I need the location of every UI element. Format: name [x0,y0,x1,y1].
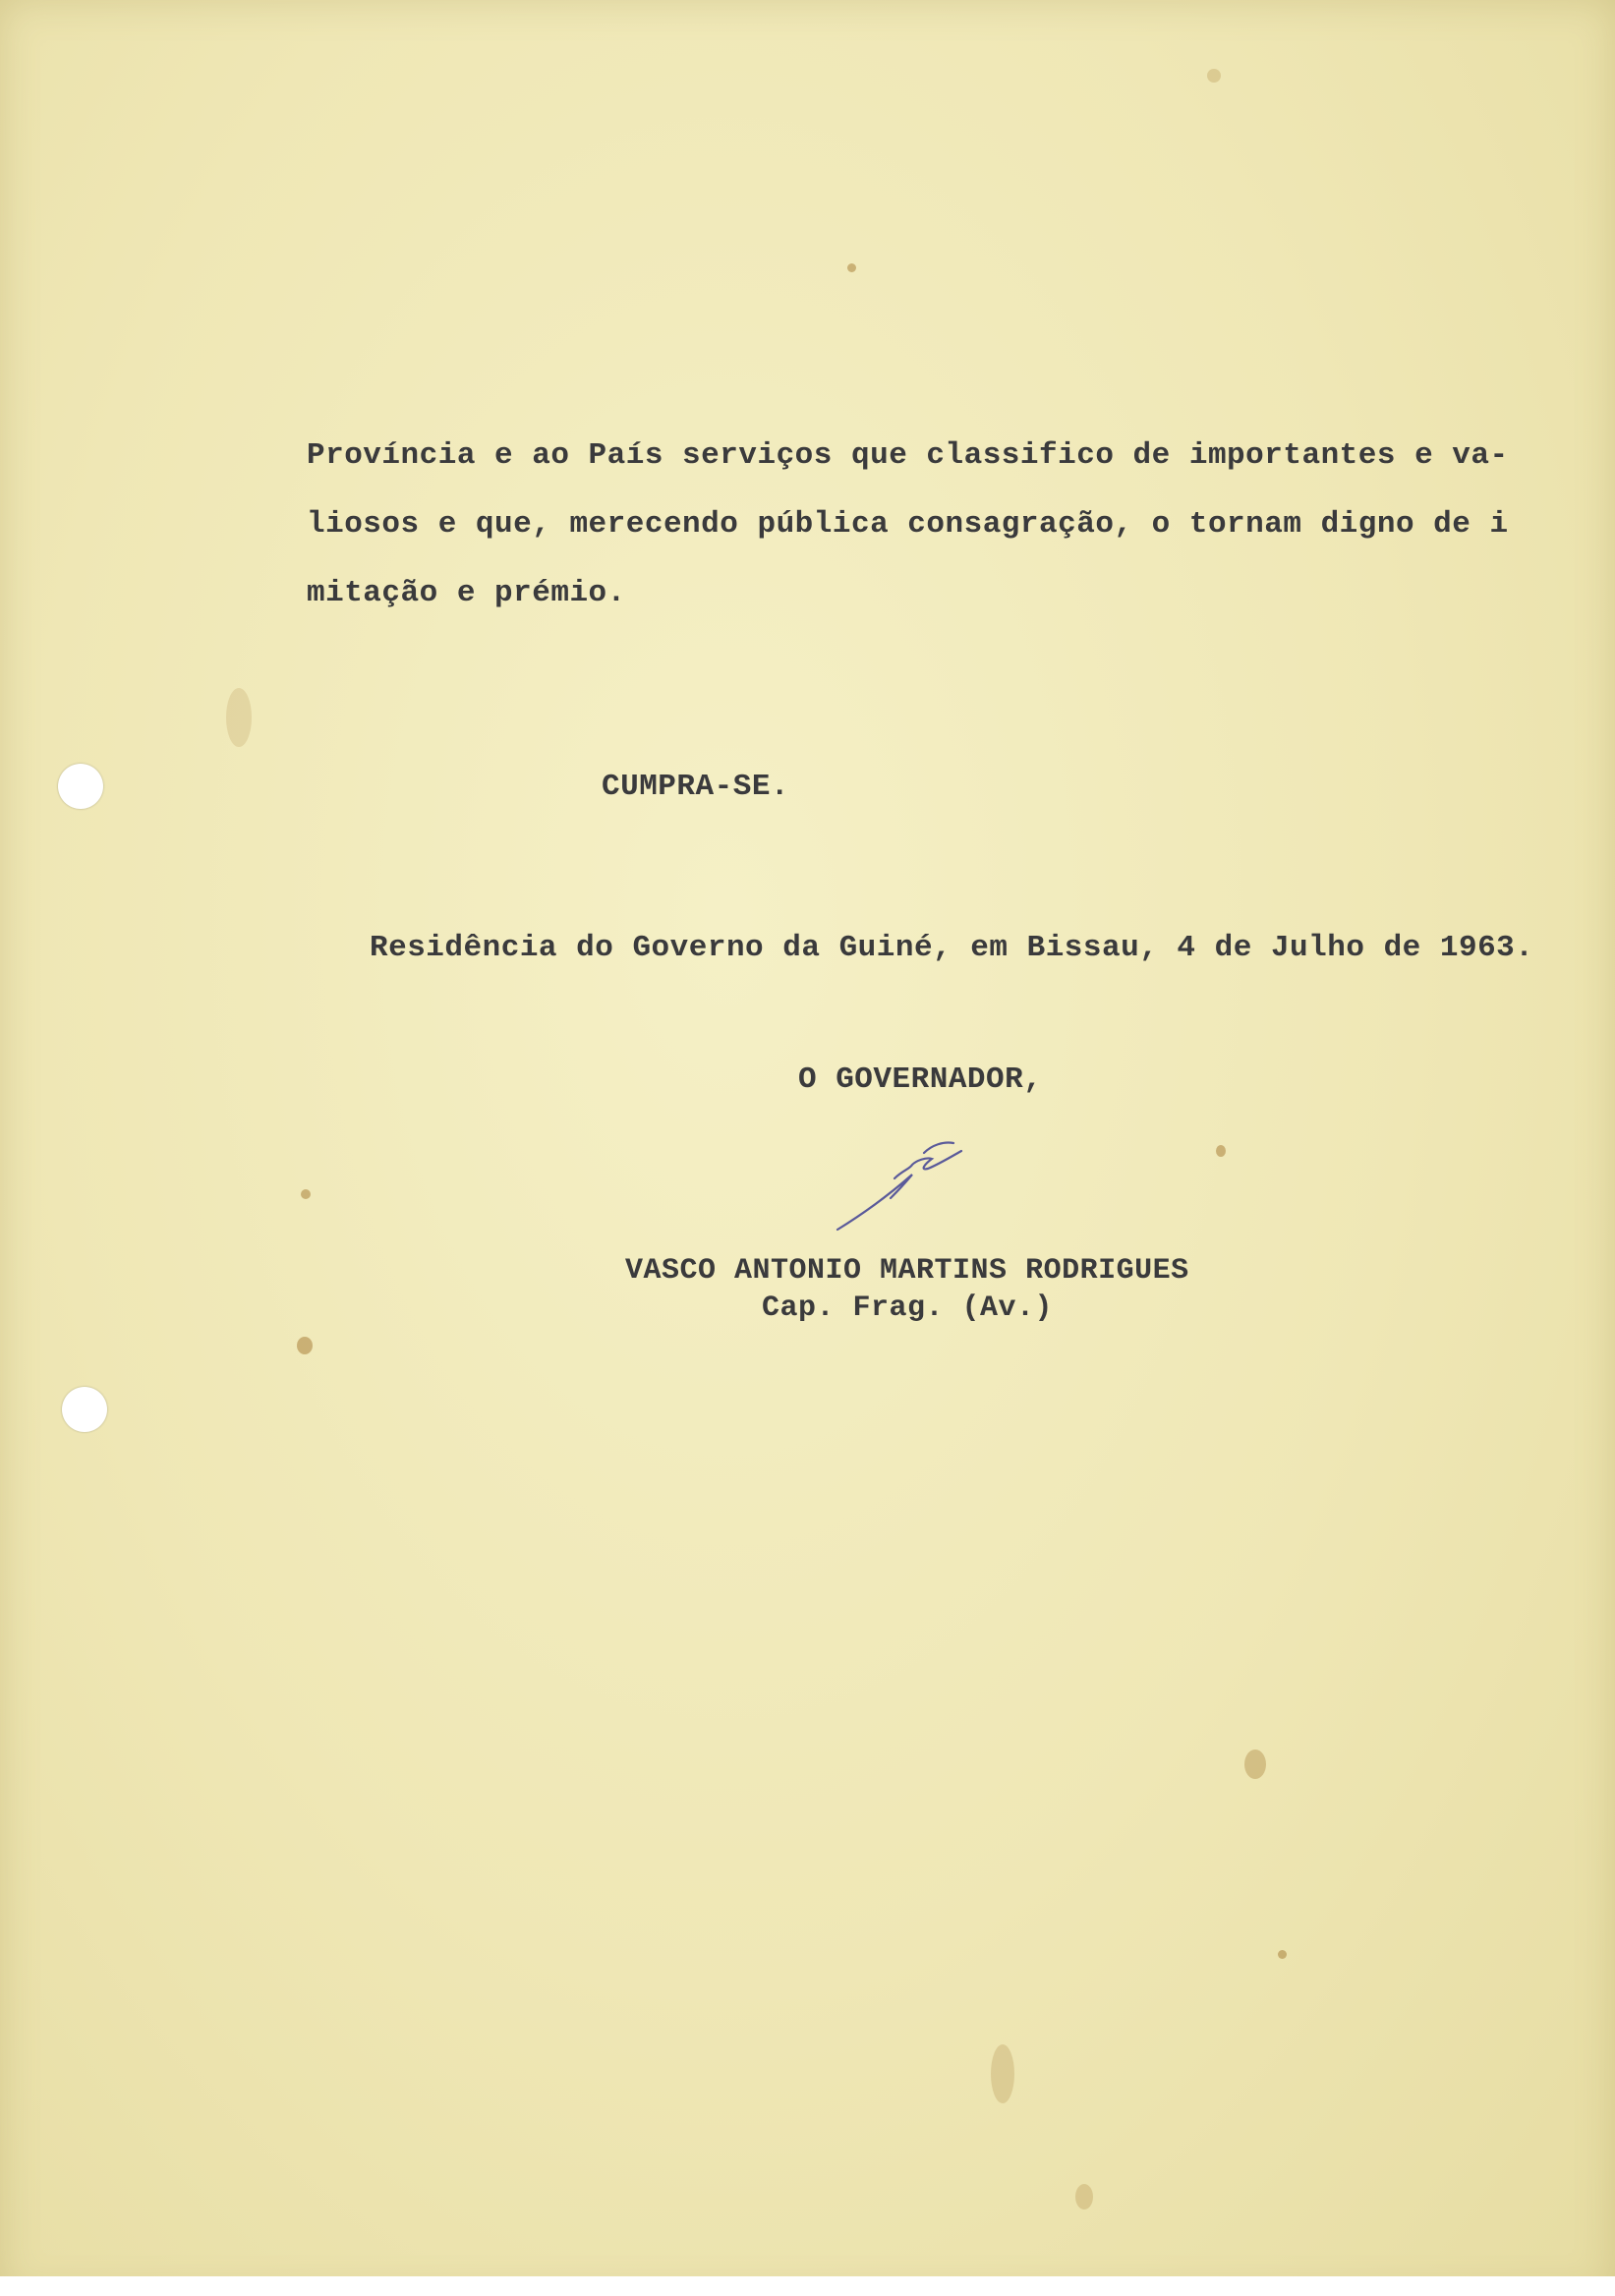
scan-margin [0,2276,1615,2296]
paper-stain [1216,1145,1226,1157]
signatory-name: VASCO ANTONIO MARTINS RODRIGUES [625,1254,1189,1288]
place-date: Residência do Governo da Guiné, em Bissau, 4 de Julho de 1963. [370,931,1534,965]
paper-stain [1075,2184,1093,2210]
closing-title: O GOVERNADOR, [798,1062,1043,1097]
paper-stain [301,1189,311,1199]
paper-stain [1244,1750,1266,1779]
paper-stain [1207,69,1221,83]
paper-stain [991,2044,1014,2103]
paragraph-line: liosos e que, merecendo pública consagração, o tornam digno de i [307,507,1509,542]
paragraph-line: Província e ao País serviços que classifico de importantes e va- [307,438,1509,473]
paper-stain [226,688,252,747]
order-text: CUMPRA-SE. [602,770,790,804]
paper-stain [1278,1950,1287,1959]
punch-hole [62,1387,107,1432]
paragraph-line: mitação e prémio. [307,576,626,610]
paper-stain [847,263,856,272]
punch-hole [58,764,103,809]
signatory-rank: Cap. Frag. (Av.) [762,1292,1054,1325]
handwritten-signature [834,1135,971,1234]
paper-stain [297,1337,313,1354]
